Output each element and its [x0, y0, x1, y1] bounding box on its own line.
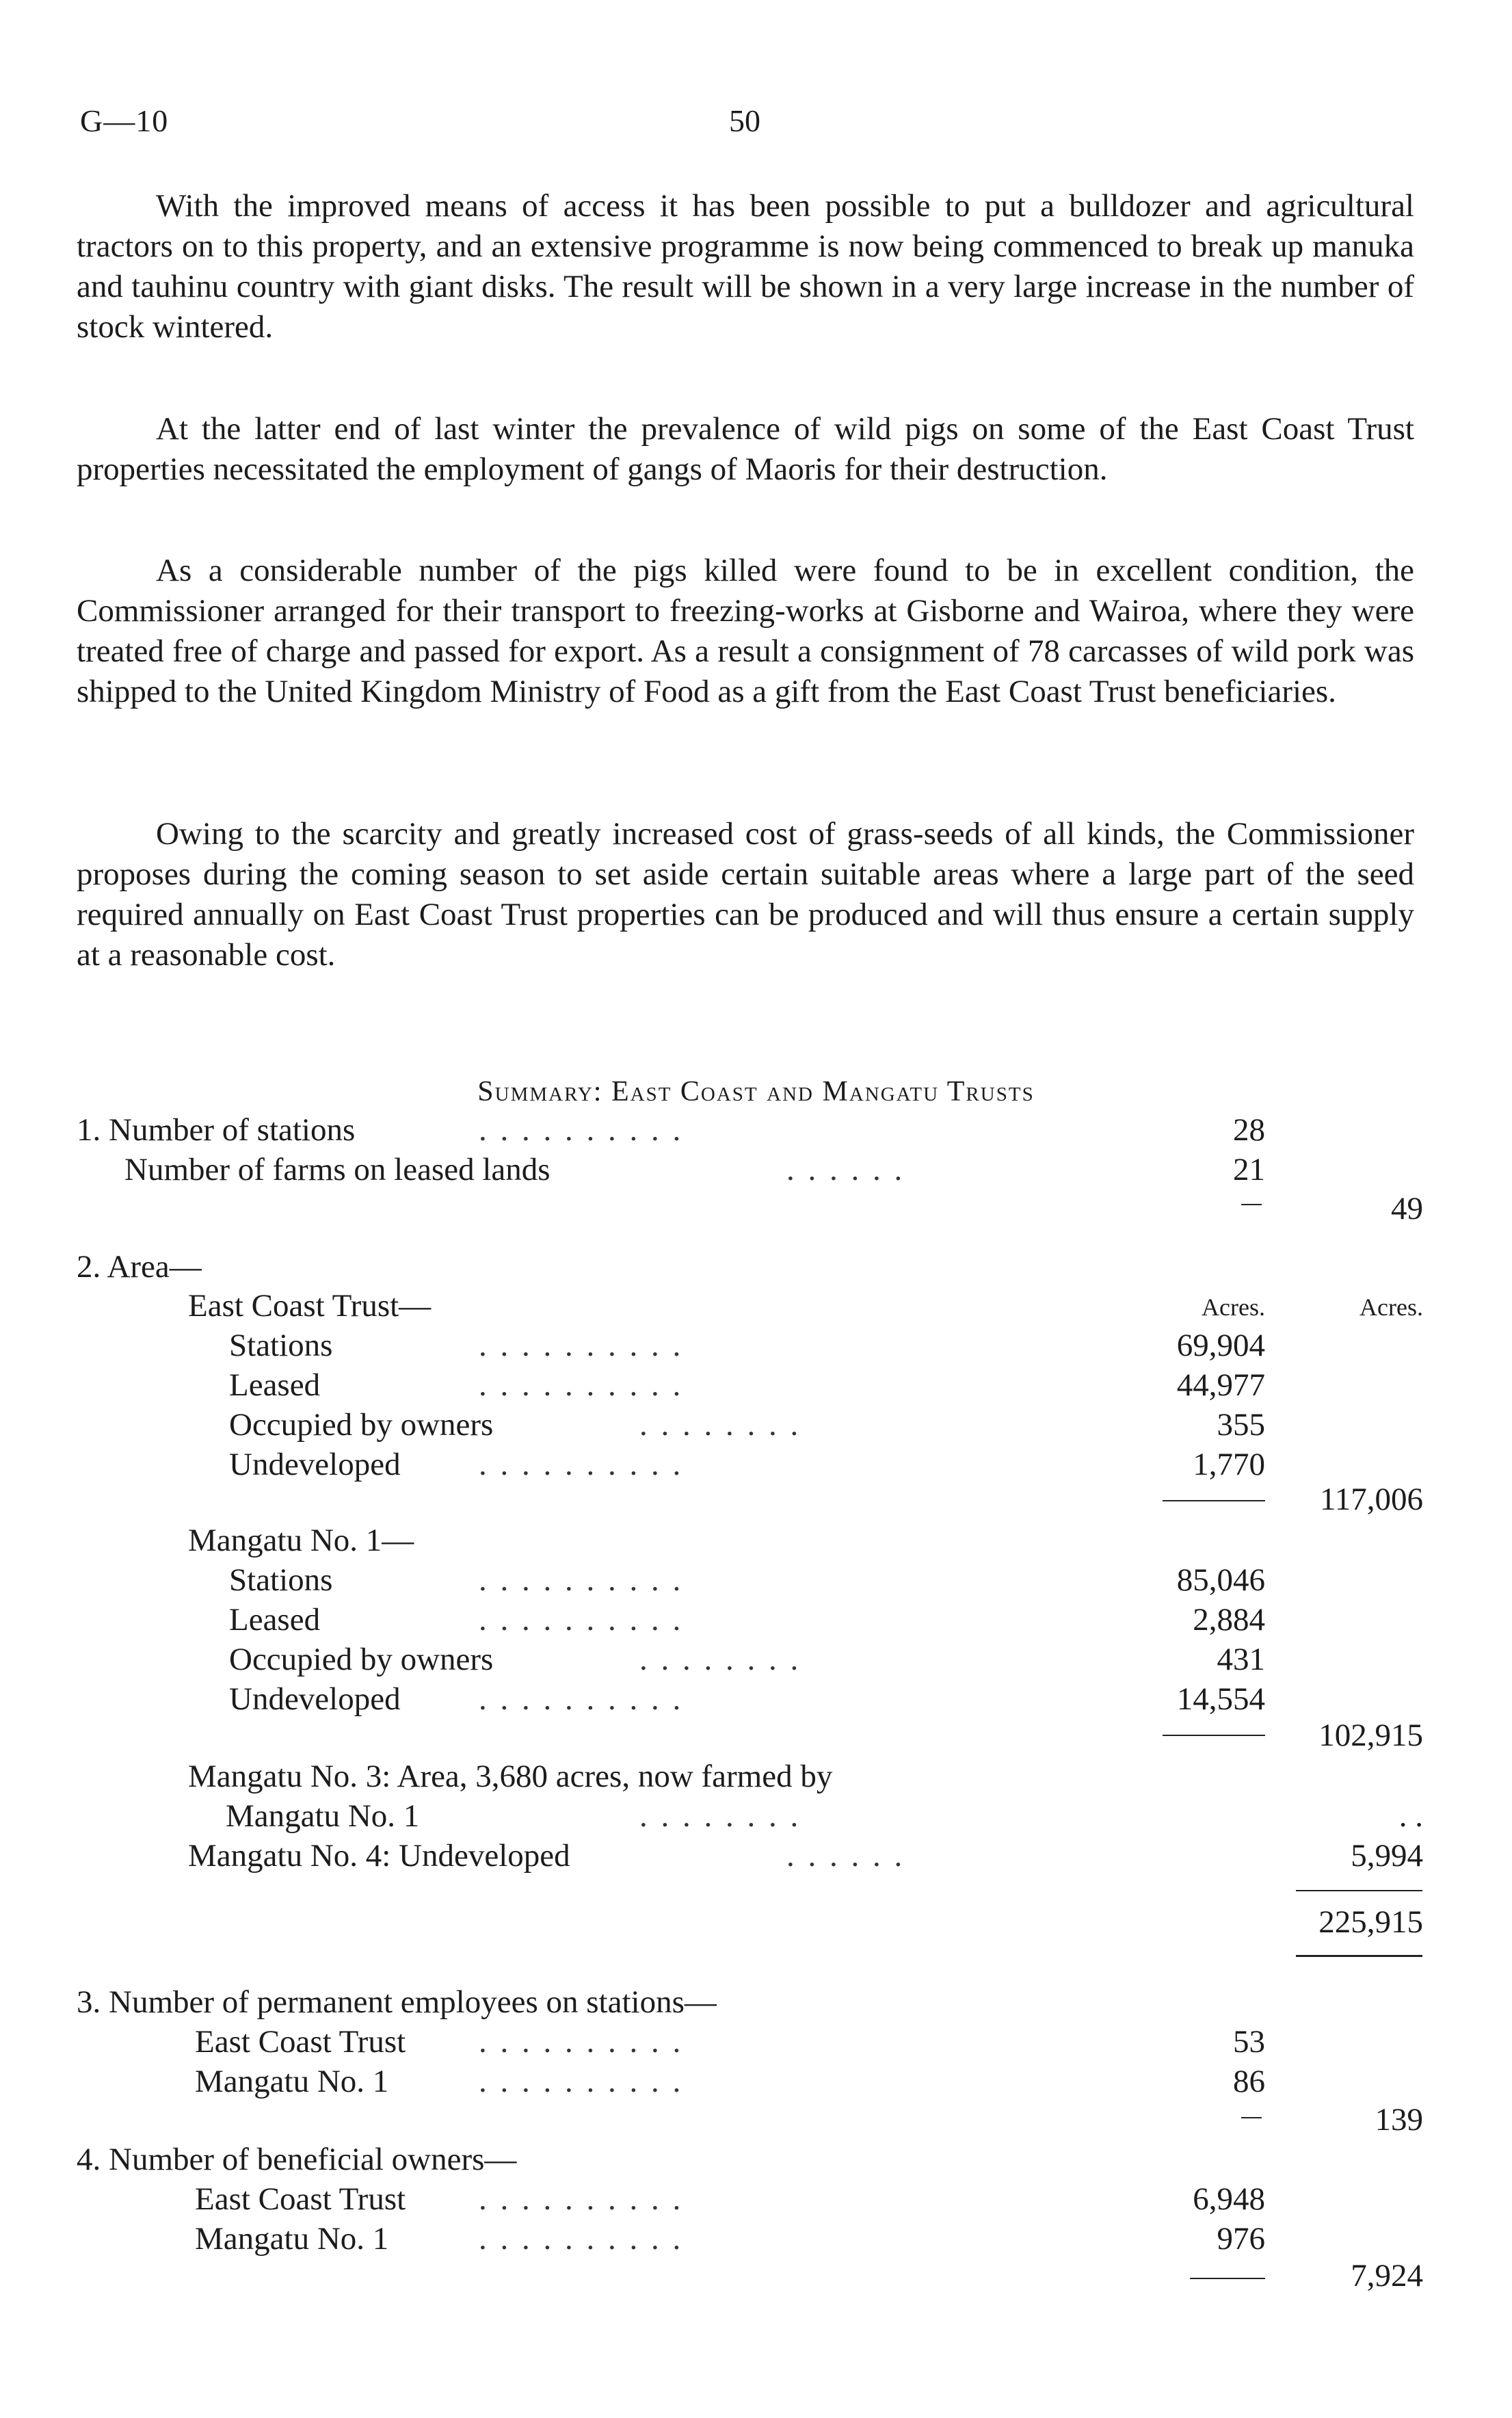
acres-header-col1: Acres.	[1202, 1293, 1265, 1321]
page-number: 50	[729, 103, 760, 138]
mangatu-3-label: Mangatu No. 3: Area, 3,680 acres, now farmed by	[188, 1759, 833, 1794]
row-label: East Coast Trust	[195, 2181, 406, 2217]
leader-dots: . . . . . . . . . .	[479, 1328, 684, 1363]
stations-count: 28	[1233, 1112, 1265, 1148]
row-label: Undeveloped	[229, 1447, 401, 1482]
area-heading-row	[0, 1248, 1512, 1288]
table-row	[0, 2063, 1512, 2103]
leader-dots: . . . . . . . . . .	[479, 2221, 684, 2257]
table-row	[0, 1681, 1512, 1720]
mangatu-3-row-continued	[0, 1798, 1512, 1837]
row-value: 1,770	[1193, 1447, 1265, 1482]
leader-dots: . . . . . . . . . .	[479, 1112, 684, 1148]
table-row	[0, 1367, 1512, 1406]
mangatu-1-heading-row	[0, 1522, 1512, 1562]
row-label: Mangatu No. 1	[195, 2064, 389, 2099]
total-rule	[1296, 1890, 1422, 1891]
paragraph-bulldozer: With the improved means of access it has been possible to put a bulldozer and agricultural tractors on to this property, and an extensive programme is now being commenced to break up manuka and tauhinu country with giant disks. The result will be shown in a very large increase in the number of stock wintered.	[77, 188, 1414, 345]
section-2-label: 2. Area—	[77, 1249, 202, 1285]
leader-dots: . . . . . .	[786, 1838, 905, 1874]
row-value: 14,554	[1176, 1681, 1265, 1717]
leader-dots: . . . . . . . .	[639, 1407, 801, 1443]
east-coast-trust-label: East Coast Trust—	[188, 1288, 432, 1324]
mangatu-4-value: 5,994	[1351, 1838, 1423, 1874]
row-value: 85,046	[1176, 1562, 1265, 1598]
leader-dots: . . . . . . . . . .	[479, 1602, 684, 1638]
section-3-label: 3. Number of permanent employees on stations—	[77, 1984, 717, 2020]
leader-dots: . . . . . . . . . .	[479, 1367, 684, 1403]
leader-dots: . . . . . . . . . .	[479, 1447, 684, 1482]
row-value: 431	[1217, 1642, 1265, 1677]
stations-row	[0, 1112, 1512, 1151]
row-label: Leased	[229, 1367, 321, 1403]
leader-dots: . . . . . . . . . .	[479, 2181, 684, 2217]
acres-header-col2: Acres.	[1360, 1293, 1423, 1321]
table-row	[0, 1327, 1512, 1367]
section-1-total: 49	[1391, 1191, 1423, 1226]
row-value: 53	[1233, 2024, 1265, 2060]
mangatu-1-total-row	[0, 1717, 1512, 1757]
east-coast-trust-heading-row	[0, 1287, 1512, 1327]
leader-dots: . . . . . . . . . .	[479, 2024, 684, 2060]
table-row	[0, 1406, 1512, 1446]
mangatu-3-value: . .	[1398, 1798, 1423, 1834]
farms-count: 21	[1233, 1152, 1265, 1187]
table-row	[0, 2220, 1512, 2260]
section-4-label: 4. Number of beneficial owners—	[77, 2142, 517, 2177]
employees-total: 139	[1375, 2102, 1423, 2138]
section-1-label: 1. Number of stations	[77, 1112, 356, 1148]
row-value: 86	[1233, 2064, 1265, 2099]
owners-total: 7,924	[1351, 2258, 1423, 2294]
table-row	[0, 1446, 1512, 1486]
mangatu-1-total: 102,915	[1318, 1718, 1423, 1753]
employees-heading-row	[0, 1984, 1512, 2023]
paragraph-grass-seeds: Owing to the scarcity and greatly increased cost of grass-seeds of all kinds, the Commissioner proposes during the coming season to set aside certain suitable areas where a large part of the seed required annually on East Coast Trust properties can be produced and will thus ensure a certain supply at a reasonable cost.	[77, 816, 1414, 973]
row-value: 69,904	[1176, 1328, 1265, 1363]
table-row	[0, 1601, 1512, 1641]
row-value: 6,948	[1193, 2181, 1265, 2217]
farms-label: Number of farms on leased lands	[124, 1152, 551, 1187]
mangatu-4-label: Mangatu No. 4: Undeveloped	[188, 1838, 570, 1874]
leader-dots: . . . . . . . .	[639, 1642, 801, 1677]
table-row	[0, 2181, 1512, 2220]
row-label: Leased	[229, 1602, 321, 1638]
employees-total-row	[0, 2101, 1512, 2141]
row-label: Stations	[229, 1328, 333, 1363]
owners-total-row	[0, 2257, 1512, 2297]
row-label: Occupied by owners	[229, 1407, 494, 1443]
row-value: 355	[1217, 1407, 1265, 1443]
farms-row	[0, 1151, 1512, 1191]
row-label: Occupied by owners	[229, 1642, 494, 1677]
mangatu-1-label: Mangatu No. 1—	[188, 1523, 414, 1558]
mangatu-4-row	[0, 1837, 1512, 1877]
table-row	[0, 2023, 1512, 2063]
east-coast-trust-total: 117,006	[1319, 1482, 1423, 1517]
paragraph-pork-export: As a considerable number of the pigs killed were found to be in excellent condition, the Commissioner arranged for their transport to freezing-works at Gisborne and Wairoa, where they were treated free of charge and passed for export. As a result a consignment of 78 carcasses of wild pork was shipped to the United Kingdom Ministry of Food as a gift from the East Coast Trust beneficiaries.	[77, 553, 1414, 709]
row-label: Undeveloped	[229, 1681, 401, 1717]
row-value: 44,977	[1176, 1367, 1265, 1403]
leader-dots: . . . . . . . . . .	[479, 1681, 684, 1717]
summary-title: Summary: East Coast and Mangatu Trusts	[477, 1076, 1035, 1107]
mangatu-3-row	[0, 1758, 1512, 1798]
row-value: 976	[1217, 2221, 1265, 2257]
leader-dots: . . . . . .	[786, 1152, 905, 1187]
paragraph-wild-pigs: At the latter end of last winter the prevalence of wild pigs on some of the East Coast Trust properties necessitated the employment of gangs of Maoris for their destruction.	[77, 411, 1414, 487]
area-grand-total-row	[0, 1904, 1512, 1943]
row-label: Stations	[229, 1562, 333, 1598]
east-coast-trust-total-row	[0, 1481, 1512, 1521]
mangatu-3-label-continued: Mangatu No. 1	[226, 1798, 420, 1834]
table-row	[0, 1641, 1512, 1681]
document-reference: G—10	[80, 103, 169, 138]
row-label: East Coast Trust	[195, 2024, 406, 2060]
area-grand-total: 225,915	[1318, 1904, 1423, 1940]
table-row	[0, 1562, 1512, 1601]
section-1-total-row	[0, 1190, 1512, 1230]
leader-dots: . . . . . . . . . .	[479, 1562, 684, 1598]
row-value: 2,884	[1193, 1602, 1265, 1638]
leader-dots: . . . . . . . .	[639, 1798, 801, 1834]
leader-dots: . . . . . . . . . .	[479, 2064, 684, 2099]
owners-heading-row	[0, 2141, 1512, 2181]
row-label: Mangatu No. 1	[195, 2221, 389, 2257]
total-double-rule	[1296, 1955, 1422, 1957]
